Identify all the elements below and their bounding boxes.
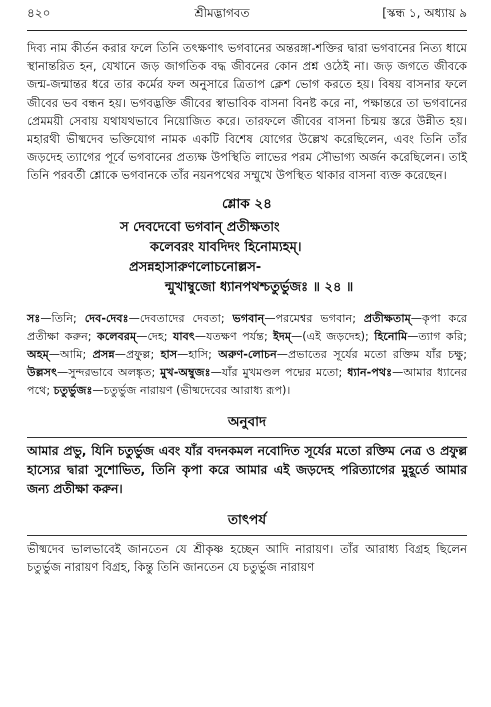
synonym-term: উল্লসৎ <box>27 366 58 380</box>
synonym-meaning: (এই জড়দেহ) <box>302 329 366 343</box>
section-label: [স্কন্ধ ১, অধ্যায় ৯ <box>382 6 467 20</box>
synonym-meaning: দেহ <box>147 329 164 343</box>
synonym-term: মুখ-অম্বুজঃ <box>160 366 211 380</box>
synonym-meaning: হাসি <box>188 348 209 362</box>
page-header <box>27 0 467 31</box>
synonym-meaning: দেবতাদের দেবতা <box>139 311 221 325</box>
synonym-term: ধ্যান-পথঃ <box>347 366 393 380</box>
purport-rule <box>27 535 467 536</box>
synonym-term: ইদম্ <box>273 329 292 343</box>
synonym-term: হিনোমি <box>374 329 408 343</box>
synonym-meaning: আমি <box>59 348 83 362</box>
synonym-term: প্রসন্ন <box>92 348 115 362</box>
synonym-meaning: ত্যাগ করি <box>418 329 464 343</box>
synonym-meaning: আমার ধ্যানের পথে <box>27 366 468 398</box>
synonym-meaning: চতুর্ভুজ নারায়ণ (ভীষ্মদেবের আরাধ্য রূপ)। <box>103 384 291 398</box>
synonym-term: কলেবরম্ <box>97 329 137 343</box>
synonym-term: যাবৎ <box>172 329 195 343</box>
synonym-term: সঃ <box>27 311 41 325</box>
page-number: ৪২০ <box>27 6 51 20</box>
synonym-meaning: তিনি <box>51 311 74 325</box>
intro-paragraph: দিব্য নাম কীর্তন করার ফলে তিনি তৎক্ষণাৎ ভগবানের অন্তরঙ্গা-শক্তির দ্বারা ভগবানের নিত্য ধামে স্থানান্তরিত হন, যেখানে জড় জাগতিক বদ্ধ জীবনের কোন প্রশ্ন ওঠেই না। জড় জগতে জীবকে জন্ম-জন্মান্তর ধরে তার কর্মের ফল অনুসারে ত্রিতাপ ক্লেশ ভোগ করতে হয়। বিষয় বাসনার ফলে জীবের ভব বন্ধন হয়। ভগবদ্ভক্তি জীবের স্বাভাবিক বাসনা বিনষ্ট করে না, পক্ষান্তরে তা ভগবানের প্রেমময়ী সেবায় যথাযথভাবে নিয়োজিত করে। তারফলে জীবের বাসনা চিন্ময় স্তরে উন্নীত হয়। মহারথী ভীষ্মদেব ভক্তিযোগ নামক একটি বিশেষ যোগের উল্লেখ করেছিলেন, এবং তিনি তাঁর জড়দেহ ত্যাগের পূর্বে ভগবানের প্রত্যক্ষ উপস্থিতি লাভের পরম সৌভাগ্য অর্জন করেছিলেন। তাই তিনি পরবর্তী শ্লোকে ভগবানকে তাঁর নয়নপথের সম্মুখে উপস্থিত থাকার বাসনা ব্যক্ত করেছেন। <box>27 41 467 183</box>
verse-line: কলেবরং যাবদিদং হিনোম্যহম্। <box>150 239 302 255</box>
synonym-term: প্রতীক্ষতাম্ <box>363 311 411 325</box>
synonym-term: চতুর্ভুজঃ <box>53 384 93 398</box>
synonym-term: অরুণ-লোচন <box>218 348 277 362</box>
synonym-term: অহম্ <box>27 348 49 362</box>
synonym-meaning: প্রফুল্ল <box>125 348 151 362</box>
shloka-number: শ্লোক ২৪ <box>222 195 272 212</box>
word-meanings: সঃ—তিনি; দেব-দেবঃ—দেবতাদের দেবতা; ভগবান্—পরমেশ্বর ভগবান; প্রতীক্ষতাম্—কৃপা করে প্রতীক্ষা করুন; কলেবরম্—দেহ; যাবৎ—যতক্ষণ পর্যন্ত; ইদম্—(এই জড়দেহ); হিনোমি—ত্যাগ করি; অহম্—আমি; প্রসন্ন—প্রফুল্ল; হাস—হাসি; অরুণ-লোচন—প্রভাতের সূর্যের মতো রক্তিম যাঁর চক্ষু; উল্লসৎ—সুন্দরভাবে অলঙ্কৃত; মুখ-অম্বুজঃ—যাঁর মুখমণ্ডল পদ্মের মতো; ধ্যান-পথঃ—আমার ধ্যানের পথে; চতুর্ভুজঃ—চতুর্ভুজ নারায়ণ (ভীষ্মদেবের আরাধ্য রূপ)। <box>27 311 468 398</box>
synonym-meaning: যাঁর মুখমণ্ডল পদ্মের মতো <box>221 366 339 380</box>
synonym-meaning: প্রভাতের সূর্যের মতো রক্তিম যাঁর চক্ষু <box>287 348 464 362</box>
synonym-meaning: কৃপা করে প্রতীক্ষা করুন <box>27 311 468 343</box>
book-title: শ্রীমদ্ভাগবত <box>194 6 250 20</box>
synonym-meaning: যতক্ষণ পর্যন্ত <box>206 329 264 343</box>
synonym-term: দেব-দেবঃ <box>84 311 129 325</box>
verse-line: ন্মুখাম্বুজো ধ্যানপথশ্চতুর্ভুজঃ ॥ ২৪ ॥ <box>165 279 354 295</box>
verse-line: প্রসন্নহাসারুণলোচনোল্লস- <box>129 259 262 275</box>
verse-line: স দেবদেবো ভগবান্ প্রতীক্ষতাং <box>120 219 280 235</box>
translation-heading: অনুবাদ <box>227 413 267 430</box>
purport-heading: তাৎপর্য <box>227 512 267 529</box>
synonym-meaning: পরমেশ্বর ভগবান <box>275 311 353 325</box>
synonym-term: হাস <box>160 348 178 362</box>
synonym-meaning: সুন্দরভাবে অলঙ্কৃত <box>68 366 152 380</box>
synonym-term: ভগবান্ <box>232 311 265 325</box>
purport-text: ভীষ্মদেব ভালভাবেই জানতেন যে শ্রীকৃষ্ণ হচ্ছেন আদি নারায়ণ। তাঁর আরাধ্য বিগ্রহ ছিলেন চতুর্ভুজ নারায়ণ বিগ্রহ, কিন্তু তিনি জানতেন যে চতুর্ভুজ নারায়ণ <box>27 542 467 575</box>
translation-rule <box>27 437 467 438</box>
translation-text: আমার প্রভু, যিনি চতুর্ভুজ এবং যাঁর বদনকমল নবোদিত সূর্যের মতো রক্তিম নেত্র ও প্রফুল্ল হাস্যের দ্বারা সুশোভিত, তিনি কৃপা করে আমার এই জড়দেহ পরিত্যাগের মুহূর্তে আমার জন্য প্রতীক্ষা করুন। <box>27 443 467 497</box>
